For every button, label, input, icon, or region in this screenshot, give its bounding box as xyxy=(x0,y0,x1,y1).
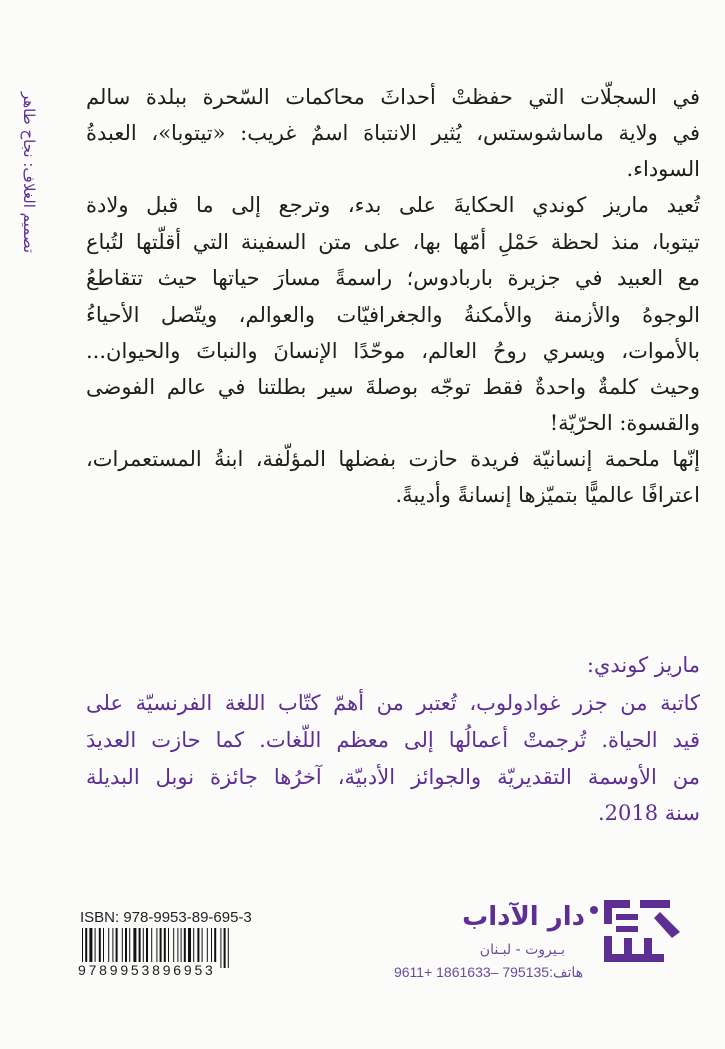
blurb-line: والقسوة: الحرّيّة! xyxy=(549,411,700,435)
blurb-line: اعترافًا عالميًّا بتميّزها إنسانةً وأديبةً. xyxy=(395,483,700,507)
cover-design-credit: تصميم الغلاف: نجاح طاهر xyxy=(20,91,38,253)
blurb-line: السوداء. xyxy=(626,157,700,181)
barcode-bar xyxy=(228,928,229,968)
blurb-line: بالأموات، ويسري روحُ العالم، موحّدًا الإنسانَ والنباتَ والحيوان... xyxy=(86,339,700,363)
blurb-line: إنّها ملحمة إنسانيّة فريدة حازت بفضلها المؤلّفة، ابنةُ المستعمرات، xyxy=(86,447,700,471)
bio-line: قيد الحياة. تُرجمتْ أعمالُها إلى معظم اللّغات. كما حازت العديدَ xyxy=(86,728,700,752)
barcode-bar xyxy=(220,928,221,968)
blurb-line: تُعيد ماريز كوندي الحكايةَ على بدء، وترجع إلى ما قبل ولادة xyxy=(86,193,700,217)
blurb-line: الوجوهُ والأزمنة والأمكنةُ والجغرافيّات والعوالم، ويتّصل الأحياءُ xyxy=(86,303,700,327)
publisher-city: بـيروت - لبـنان xyxy=(479,942,565,958)
author-name: ماريز كوندي: xyxy=(586,653,700,677)
blurb-line: مع العبيد في جزيرة باربادوس؛ راسمةً مسارَ حياتها حيث تتقاطعُ xyxy=(86,266,700,290)
publisher-phone: هاتف:795135 –1861633 +9611 xyxy=(393,964,583,980)
bio-line: من الأوسمة التقديريّة والجوائز الأدبيّة، آخرُها جائزة نوبل البديلة xyxy=(86,765,700,789)
blurb-line: في ولاية ماساشوستس، يُثير الانتباهَ اسمٌ غريب: «تيتوبا»، العبدةُ xyxy=(86,121,700,145)
bio-line: كاتبة من جزر غوادولوب، تُعتبر من أهمّ كتّاب اللغة الفرنسيّة على xyxy=(86,691,700,715)
blurb-line: تيتوبا، منذ لحظة حَمْلِ أمّها بها، على متن السفينة التي أقلّتها لتُباع xyxy=(86,230,700,254)
barcode-number: 9789953896953 xyxy=(78,962,216,978)
publisher-logo xyxy=(590,896,682,966)
publisher-name: دار الآداب xyxy=(462,902,585,932)
blurb-line: وحيث كلمةٌ واحدةٌ فقط توجّه بوصلةَ سير بطلتنا في عالم الفوضى xyxy=(86,375,700,399)
barcode-bar xyxy=(224,928,226,968)
blurb-line: في السجلّات التي حفظتْ أحداثَ محاكمات السّحرة ببلدة سالم xyxy=(86,85,700,109)
bio-line: سنة 2018. xyxy=(597,801,700,825)
isbn-label: ISBN: 978-9953-89-695-3 xyxy=(80,909,252,926)
